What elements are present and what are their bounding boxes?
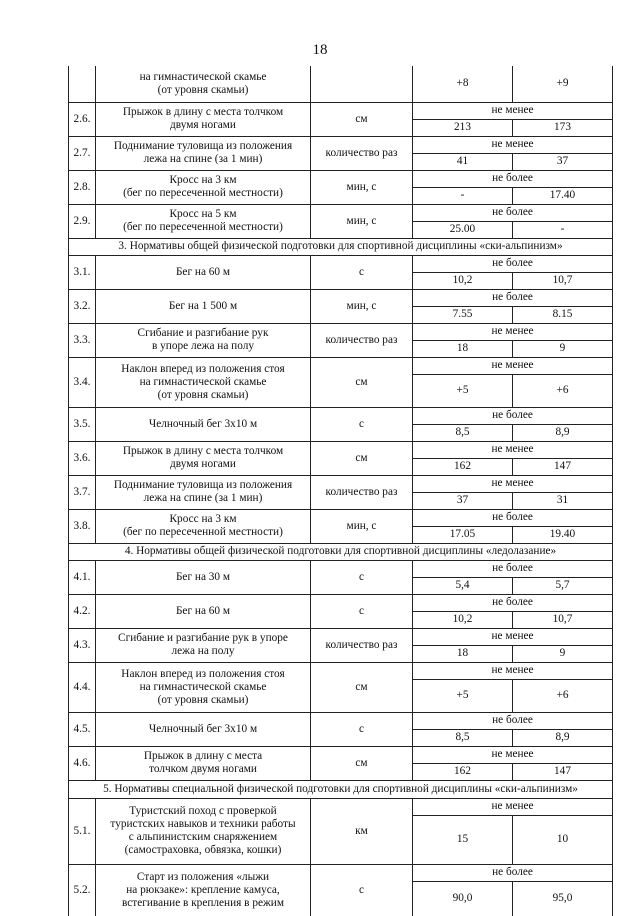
value-men: +5 [413,679,513,712]
qualifier: не более [413,560,613,577]
exercise-name-line: лежа на спине (за 1 мин) [143,492,263,504]
exercise-name [96,560,311,594]
exercise-name-line: Бег на 1 500 м [168,299,238,312]
item-number: 2.6. [69,102,96,136]
exercise-name-line: лежа на полу [171,645,235,657]
exercise-name-line: (от уровня скамьи) [157,388,249,401]
exercise-name-line: Челночный бег 3х10 м [148,722,258,735]
exercise-name-line: Прыжок в длину с места [143,750,263,762]
qualifier: не более [413,712,613,729]
qualifier: не менее [413,357,613,374]
item-number: 2.8. [69,170,96,204]
unit: см [311,102,413,136]
value-men: 25.00 [413,221,513,238]
norms-table-body [69,66,613,916]
exercise-name-line: Наклон вперед из положения стоя [121,667,285,680]
value-men: +5 [413,374,513,407]
item-number: 3.3. [69,323,96,357]
exercise-name [96,594,311,628]
exercise-name-line: (от уровня скамьи) [157,83,249,96]
value-women: 5,7 [513,577,613,594]
section-heading: 4. Нормативы общей физической подготовки для спортивной дисциплины «ледолазание» [69,543,613,560]
value-women: 19.40 [513,526,613,543]
exercise-name-line: Прыжок в длину с места толчком [122,106,284,118]
exercise-name-line: Бег на 60 м [175,604,231,617]
table-row [69,662,613,679]
value-women: 10,7 [513,611,613,628]
exercise-name-line: на рюкзаке»: крепление камуса, [126,883,280,896]
value-men: 10,2 [413,611,513,628]
item-number: 5.1. [69,798,96,864]
exercise-name-line: Бег на 30 м [175,570,231,583]
qualifier: не более [413,509,613,526]
exercise-name-line: с альпинистским снаряжением [128,831,278,843]
exercise-name [96,475,311,509]
value-women: 9 [513,340,613,357]
item-number: 2.7. [69,136,96,170]
qualifier: не более [413,170,613,187]
value-women: 17.40 [513,187,613,204]
unit: с [311,560,413,594]
table-row [69,475,613,492]
exercise-name-line: Старт из положения «лыжи [136,870,270,883]
exercise-name [96,746,311,780]
exercise-name-line: (бег по пересеченной местности) [123,187,283,199]
qualifier: не менее [413,441,613,458]
value-women: 8,9 [513,729,613,746]
unit: количество раз [311,475,413,509]
unit: количество раз [311,136,413,170]
section-row [69,238,613,255]
item-number: 3.6. [69,441,96,475]
exercise-name-line: Поднимание туловища из положения [113,140,293,152]
unit: с [311,864,413,916]
section-row [69,543,613,560]
table-row [69,560,613,577]
exercise-name-line: (от уровня скамьи) [157,693,249,706]
table-row [69,798,613,815]
value-women: 95,0 [513,881,613,916]
exercise-name [96,289,311,323]
unit: с [311,712,413,746]
unit: с [311,255,413,289]
section-heading: 5. Нормативы специальной физической подготовки для спортивной дисциплины «ски-альпинизм» [69,780,613,798]
unit: км [311,798,413,864]
exercise-name-line: двумя ногами [170,458,236,470]
exercise-name-line: двумя ногами [170,119,236,131]
exercise-name-line: Кросс на 3 км [169,174,237,186]
exercise-name-line: на гимнастической скамье [139,680,267,693]
table-row [69,509,613,526]
item-number [69,66,96,102]
section-heading: 3. Нормативы общей физической подготовки для спортивной дисциплины «ски-альпинизм» [69,238,613,255]
value-women: 37 [513,153,613,170]
exercise-name-line: встегивание в крепления в режим [122,896,284,909]
exercise-name-line: Кросс на 5 км [169,208,237,220]
value-men: 7.55 [413,306,513,323]
exercise-name-line: толчком двумя ногами [149,763,257,775]
value-men: 10,2 [413,272,513,289]
exercise-name-line: Челночный бег 3х10 м [148,417,258,430]
exercise-name-line: Кросс на 3 км [169,513,237,525]
table-row [69,66,613,102]
qualifier: не более [413,255,613,272]
value-women: 147 [513,763,613,780]
unit: мин, с [311,289,413,323]
exercise-name [96,357,311,407]
table-row [69,102,613,119]
table-row [69,255,613,272]
value-women: +6 [513,374,613,407]
exercise-name [96,136,311,170]
exercise-name [96,204,311,238]
value-women: +6 [513,679,613,712]
table-row [69,357,613,374]
norms-table [68,66,613,916]
table-row [69,289,613,306]
item-number: 4.4. [69,662,96,712]
exercise-name-line: (бег по пересеченной местности) [123,221,283,233]
exercise-name-line: Поднимание туловища из положения [113,479,293,491]
value-women: 10,7 [513,272,613,289]
unit: см [311,441,413,475]
item-number: 4.1. [69,560,96,594]
table-row [69,746,613,763]
item-number: 3.8. [69,509,96,543]
unit [311,66,413,102]
unit: мин, с [311,204,413,238]
value-women: 10 [513,815,613,864]
table-row [69,594,613,611]
exercise-name-line: Прыжок в длину с места толчком [122,445,284,457]
table-row [69,864,613,881]
item-number: 3.4. [69,357,96,407]
table-row [69,204,613,221]
table-row [69,628,613,645]
exercise-name-line: на гимнастической скамье [139,375,267,388]
exercise-name [96,407,311,441]
value-men: 8,5 [413,424,513,441]
table-row [69,170,613,187]
value-men: 162 [413,763,513,780]
exercise-name [96,323,311,357]
value-men: 18 [413,340,513,357]
page-number: 18 [312,42,328,58]
value-men: - [413,187,513,204]
table-row [69,136,613,153]
value-women: 8,9 [513,424,613,441]
exercise-name-line: Бег на 60 м [175,265,231,278]
value-men: 37 [413,492,513,509]
item-number: 4.2. [69,594,96,628]
value-men: 18 [413,645,513,662]
exercise-name-line: лежа на спине (за 1 мин) [143,153,263,165]
qualifier: не более [413,407,613,424]
qualifier: не менее [413,136,613,153]
item-number: 5.2. [69,864,96,916]
table-row [69,323,613,340]
value-men: 15 [413,815,513,864]
section-row [69,780,613,798]
exercise-name [96,864,311,916]
exercise-name-line: в упоре лежа на полу [152,340,254,352]
exercise-name [96,441,311,475]
qualifier: не менее [413,102,613,119]
value-women: 147 [513,458,613,475]
value-women: 9 [513,645,613,662]
item-number: 3.7. [69,475,96,509]
value-women: 173 [513,119,613,136]
unit: с [311,594,413,628]
unit: см [311,746,413,780]
exercise-name [96,712,311,746]
value-men: 17.05 [413,526,513,543]
item-number: 2.9. [69,204,96,238]
item-number: 4.5. [69,712,96,746]
exercise-name [96,170,311,204]
value-men: +8 [413,66,513,102]
exercise-name [96,66,311,102]
unit: количество раз [311,628,413,662]
exercise-name-line: Туристский поход с проверкой [129,805,277,817]
exercise-name-line: (бег по пересеченной местности) [123,526,283,538]
item-number: 4.6. [69,746,96,780]
value-women: 8.15 [513,306,613,323]
exercise-name-line: Сгибание и разгибание рук [137,327,269,339]
value-men: 8,5 [413,729,513,746]
item-number: 3.5. [69,407,96,441]
exercise-name-line: Наклон вперед из положения стоя [121,362,285,375]
value-men: 5,4 [413,577,513,594]
value-men: 162 [413,458,513,475]
exercise-name-line: Сгибание и разгибание рук в упоре [118,632,288,644]
unit: см [311,662,413,712]
qualifier: не менее [413,475,613,492]
unit: мин, с [311,509,413,543]
unit: с [311,407,413,441]
table-row [69,441,613,458]
value-women: +9 [513,66,613,102]
qualifier: не более [413,204,613,221]
unit: количество раз [311,323,413,357]
value-men: 41 [413,153,513,170]
value-men: 213 [413,119,513,136]
exercise-name-line: на гимнастической скамье [139,70,267,83]
value-men: 90,0 [413,881,513,916]
item-number: 3.2. [69,289,96,323]
exercise-name [96,798,311,864]
exercise-name [96,102,311,136]
qualifier: не менее [413,323,613,340]
exercise-name-line: (самостраховка, обвязка, кошки) [124,844,282,856]
value-women: 31 [513,492,613,509]
qualifier: не менее [413,662,613,679]
exercise-name [96,255,311,289]
exercise-name-line: туристских навыков и техники работы [110,818,296,830]
qualifier: не менее [413,628,613,645]
unit: мин, с [311,170,413,204]
qualifier: не менее [413,798,613,815]
qualifier: не более [413,289,613,306]
item-number: 4.3. [69,628,96,662]
item-number: 3.1. [69,255,96,289]
qualifier: не менее [413,746,613,763]
table-row [69,712,613,729]
qualifier: не более [413,864,613,881]
exercise-name [96,509,311,543]
qualifier: не более [413,594,613,611]
unit: см [311,357,413,407]
exercise-name [96,628,311,662]
exercise-name [96,662,311,712]
value-women: - [513,221,613,238]
table-row [69,407,613,424]
